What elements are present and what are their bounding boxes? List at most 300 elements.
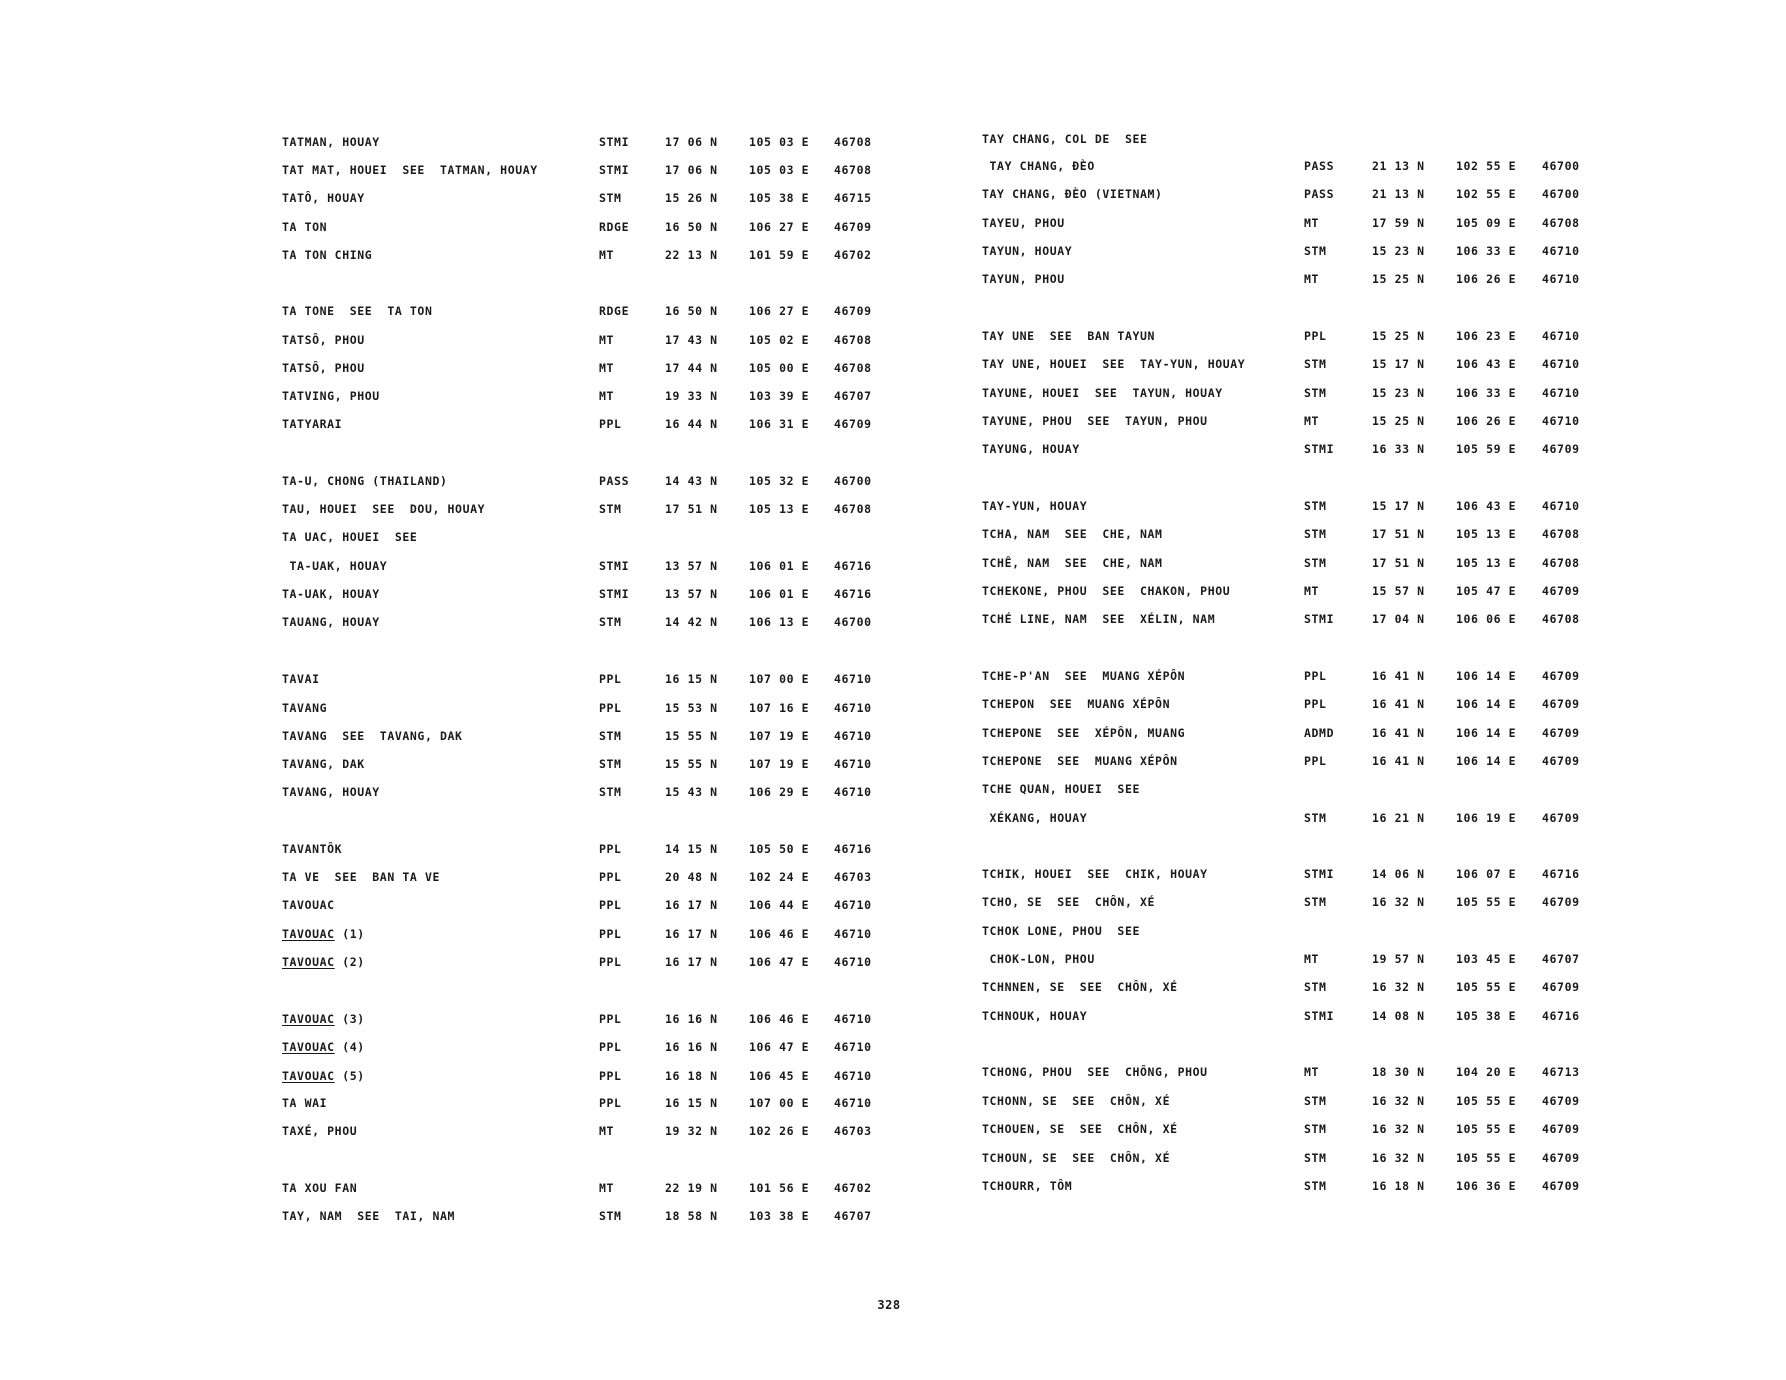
entry-name: TAY CHANG, ĐÈO — [982, 159, 1095, 173]
entry-longitude: 101 59 E — [749, 248, 810, 262]
entry-latitude: 15 25 N — [1372, 272, 1425, 286]
entry-feature-type: STMI — [1304, 1009, 1335, 1023]
entry-feature-type: STM — [1304, 980, 1327, 994]
entry-longitude: 103 39 E — [749, 389, 810, 403]
entry-map-sheet: 46709 — [1542, 1122, 1580, 1136]
entry-latitude: 21 13 N — [1372, 159, 1425, 173]
entry-longitude: 106 26 E — [1456, 272, 1517, 286]
entry-name: TAYUN, HOUAY — [982, 244, 1073, 258]
entry-feature-type: PASS — [599, 474, 630, 488]
entry-longitude: 107 19 E — [749, 757, 810, 771]
entry-feature-type: STM — [599, 191, 622, 205]
entry-name: TCHÊ, NAM SEE CHE, NAM — [982, 556, 1163, 570]
entry-longitude: 105 13 E — [1456, 556, 1517, 570]
entry-name: TCHNOUK, HOUAY — [982, 1009, 1088, 1023]
entry-name: TAYEU, PHOU — [982, 216, 1065, 230]
entry-longitude: 105 55 E — [1456, 980, 1517, 994]
entry-longitude: 106 07 E — [1456, 867, 1517, 881]
entry-longitude: 105 13 E — [749, 502, 810, 516]
entry-latitude: 15 57 N — [1372, 584, 1425, 598]
entry-longitude: 106 47 E — [749, 955, 810, 969]
entry-latitude: 20 48 N — [665, 870, 718, 884]
entry-map-sheet: 46709 — [834, 220, 872, 234]
entry-name: TCHÉ LINE, NAM SEE XÉLIN, NAM — [982, 612, 1216, 626]
entry-longitude: 105 55 E — [1456, 895, 1517, 909]
entry-latitude: 15 17 N — [1372, 357, 1425, 371]
entry-latitude: 22 19 N — [665, 1181, 718, 1195]
entry-name: TCHE QUAN, HOUEI SEE — [982, 782, 1140, 796]
entry-map-sheet: 46710 — [834, 672, 872, 686]
entry-feature-type: STM — [599, 1209, 622, 1223]
entry-longitude: 106 14 E — [1456, 697, 1517, 711]
entry-latitude: 16 16 N — [665, 1040, 718, 1054]
entry-latitude: 16 32 N — [1372, 1122, 1425, 1136]
entry-longitude: 107 19 E — [749, 729, 810, 743]
entry-longitude: 106 23 E — [1456, 329, 1517, 343]
entry-map-sheet: 46709 — [1542, 1094, 1580, 1108]
entry-latitude: 16 41 N — [1372, 697, 1425, 711]
entry-map-sheet: 46709 — [1542, 726, 1580, 740]
entry-map-sheet: 46708 — [1542, 216, 1580, 230]
entry-longitude: 106 26 E — [1456, 414, 1517, 428]
entry-map-sheet: 46709 — [1542, 1151, 1580, 1165]
entry-map-sheet: 46708 — [834, 135, 872, 149]
entry-name: TAY CHANG, COL DE SEE — [982, 132, 1148, 146]
entry-longitude: 106 27 E — [749, 304, 810, 318]
entry-name: TAYUNG, HOUAY — [982, 442, 1080, 456]
entry-latitude: 15 17 N — [1372, 499, 1425, 513]
entry-longitude: 105 55 E — [1456, 1151, 1517, 1165]
entry-feature-type: MT — [1304, 272, 1320, 286]
entry-feature-type: PPL — [1304, 669, 1327, 683]
entry-feature-type: PPL — [599, 842, 622, 856]
entry-name: TCHA, NAM SEE CHE, NAM — [982, 527, 1163, 541]
entry-feature-type: STM — [1304, 527, 1327, 541]
entry-latitude: 16 32 N — [1372, 895, 1425, 909]
entry-map-sheet: 46710 — [834, 757, 872, 771]
entry-latitude: 15 23 N — [1372, 386, 1425, 400]
entry-longitude: 105 55 E — [1456, 1122, 1517, 1136]
entry-feature-type: STMI — [1304, 867, 1335, 881]
entry-feature-type: MT — [599, 361, 615, 375]
entry-map-sheet: 46708 — [834, 163, 872, 177]
entry-name: TAVOUAC — [282, 898, 335, 912]
entry-name: TA XOU FAN — [282, 1181, 358, 1195]
entry-feature-type: PPL — [1304, 697, 1327, 711]
entry-feature-type: STM — [599, 785, 622, 799]
entry-name: TAVAI — [282, 672, 320, 686]
entry-map-sheet: 46710 — [1542, 414, 1580, 428]
entry-map-sheet: 46716 — [1542, 1009, 1580, 1023]
entry-name: TATSÔ, PHOU — [282, 333, 365, 347]
entry-feature-type: STM — [1304, 1094, 1327, 1108]
entry-feature-type: STM — [1304, 1122, 1327, 1136]
entry-feature-type: STM — [1304, 1151, 1327, 1165]
entry-latitude: 14 15 N — [665, 842, 718, 856]
entry-latitude: 16 17 N — [665, 927, 718, 941]
entry-feature-type: STMI — [1304, 442, 1335, 456]
entry-map-sheet: 46713 — [1542, 1065, 1580, 1079]
entry-name: TA TON CHING — [282, 248, 373, 262]
entry-feature-type: PPL — [1304, 329, 1327, 343]
entry-feature-type: STM — [599, 615, 622, 629]
entry-feature-type: MT — [599, 333, 615, 347]
entry-latitude: 17 59 N — [1372, 216, 1425, 230]
entry-feature-type: PASS — [1304, 159, 1335, 173]
entry-name: TAY UNE SEE BAN TAYUN — [982, 329, 1156, 343]
entry-name: TCHEKONE, PHOU SEE CHAKON, PHOU — [982, 584, 1231, 598]
entry-feature-type: MT — [1304, 414, 1320, 428]
entry-name: TA TON — [282, 220, 328, 234]
entry-latitude: 16 50 N — [665, 220, 718, 234]
entry-longitude: 105 47 E — [1456, 584, 1517, 598]
entry-name: TAVANG — [282, 701, 328, 715]
entry-latitude: 17 44 N — [665, 361, 718, 375]
entry-longitude: 106 36 E — [1456, 1179, 1517, 1193]
entry-name: TA-UAK, HOUAY — [282, 559, 388, 573]
entry-latitude: 17 43 N — [665, 333, 718, 347]
entry-map-sheet: 46710 — [834, 1040, 872, 1054]
entry-name: TAVANTÔK — [282, 842, 343, 856]
entry-name: TAVANG, DAK — [282, 757, 365, 771]
entry-longitude: 106 44 E — [749, 898, 810, 912]
entry-name: TAVOUAC (3) — [282, 1012, 365, 1026]
entry-map-sheet: 46700 — [834, 615, 872, 629]
entry-name: TCHEPON SEE MUANG XÉPÔN — [982, 697, 1171, 711]
entry-feature-type: STM — [1304, 895, 1327, 909]
entry-feature-type: MT — [599, 248, 615, 262]
entry-name: TAVANG SEE TAVANG, DAK — [282, 729, 463, 743]
entry-feature-type: PPL — [1304, 754, 1327, 768]
entry-name: XÉKANG, HOUAY — [982, 811, 1088, 825]
entry-latitude: 13 57 N — [665, 587, 718, 601]
entry-longitude: 107 00 E — [749, 672, 810, 686]
entry-latitude: 15 26 N — [665, 191, 718, 205]
entry-longitude: 107 16 E — [749, 701, 810, 715]
entry-latitude: 16 32 N — [1372, 1094, 1425, 1108]
entry-latitude: 16 44 N — [665, 417, 718, 431]
entry-name: TA WAI — [282, 1096, 328, 1110]
entry-feature-type: MT — [1304, 216, 1320, 230]
entry-longitude: 107 00 E — [749, 1096, 810, 1110]
entry-map-sheet: 46710 — [834, 1012, 872, 1026]
entry-feature-type: STMI — [599, 135, 630, 149]
entry-longitude: 106 45 E — [749, 1069, 810, 1083]
entry-name: TCHEPONE SEE MUANG XÉPÔN — [982, 754, 1178, 768]
entry-name: TA VE SEE BAN TA VE — [282, 870, 440, 884]
entry-name: TCHEPONE SEE XÉPÔN, MUANG — [982, 726, 1186, 740]
entry-latitude: 16 50 N — [665, 304, 718, 318]
entry-name: TAY, NAM SEE TAI, NAM — [282, 1209, 456, 1223]
entry-latitude: 16 41 N — [1372, 669, 1425, 683]
entry-feature-type: STM — [1304, 244, 1327, 258]
entry-map-sheet: 46709 — [1542, 669, 1580, 683]
entry-map-sheet: 46710 — [1542, 357, 1580, 371]
entry-latitude: 16 32 N — [1372, 1151, 1425, 1165]
entry-feature-type: MT — [599, 1124, 615, 1138]
entry-feature-type: STM — [1304, 556, 1327, 570]
entry-feature-type: STM — [599, 729, 622, 743]
entry-map-sheet: 46708 — [834, 502, 872, 516]
entry-longitude: 106 43 E — [1456, 499, 1517, 513]
entry-latitude: 19 57 N — [1372, 952, 1425, 966]
entry-map-sheet: 46710 — [834, 898, 872, 912]
entry-latitude: 16 32 N — [1372, 980, 1425, 994]
entry-name: TAT MAT, HOUEI SEE TATMAN, HOUAY — [282, 163, 538, 177]
entry-feature-type: STM — [1304, 386, 1327, 400]
entry-map-sheet: 46710 — [834, 701, 872, 715]
entry-name: TCHIK, HOUEI SEE CHIK, HOUAY — [982, 867, 1208, 881]
entry-name: TAVANG, HOUAY — [282, 785, 380, 799]
entry-longitude: 101 56 E — [749, 1181, 810, 1195]
entry-map-sheet: 46708 — [834, 333, 872, 347]
entry-feature-type: RDGE — [599, 220, 630, 234]
entry-latitude: 16 15 N — [665, 1096, 718, 1110]
entry-feature-type: ADMD — [1304, 726, 1335, 740]
entry-longitude: 106 33 E — [1456, 244, 1517, 258]
entry-longitude: 106 14 E — [1456, 726, 1517, 740]
entry-latitude: 14 08 N — [1372, 1009, 1425, 1023]
entry-longitude: 103 38 E — [749, 1209, 810, 1223]
entry-name: TAVOUAC (2) — [282, 955, 365, 969]
page-number: 328 — [877, 1298, 901, 1312]
entry-longitude: 105 50 E — [749, 842, 810, 856]
entry-map-sheet: 46700 — [1542, 187, 1580, 201]
entry-latitude: 14 43 N — [665, 474, 718, 488]
entry-longitude: 105 03 E — [749, 163, 810, 177]
entry-map-sheet: 46710 — [1542, 244, 1580, 258]
entry-latitude: 16 41 N — [1372, 726, 1425, 740]
entry-latitude: 15 25 N — [1372, 329, 1425, 343]
entry-map-sheet: 46708 — [1542, 527, 1580, 541]
entry-name: TA TONE SEE TA TON — [282, 304, 433, 318]
entry-longitude: 106 47 E — [749, 1040, 810, 1054]
entry-longitude: 103 45 E — [1456, 952, 1517, 966]
entry-longitude: 102 26 E — [749, 1124, 810, 1138]
entry-longitude: 105 32 E — [749, 474, 810, 488]
entry-longitude: 106 46 E — [749, 927, 810, 941]
entry-map-sheet: 46710 — [1542, 329, 1580, 343]
entry-map-sheet: 46709 — [1542, 442, 1580, 456]
entry-latitude: 16 41 N — [1372, 754, 1425, 768]
entry-longitude: 104 20 E — [1456, 1065, 1517, 1079]
entry-map-sheet: 46709 — [834, 304, 872, 318]
entry-longitude: 102 24 E — [749, 870, 810, 884]
entry-latitude: 15 53 N — [665, 701, 718, 715]
entry-feature-type: PPL — [599, 417, 622, 431]
entry-latitude: 16 21 N — [1372, 811, 1425, 825]
entry-feature-type: STMI — [599, 163, 630, 177]
entry-latitude: 16 17 N — [665, 898, 718, 912]
entry-name: TA-U, CHONG (THAILAND) — [282, 474, 448, 488]
entry-feature-type: PPL — [599, 1096, 622, 1110]
entry-name: TCHO, SE SEE CHÔN, XÉ — [982, 895, 1156, 909]
entry-map-sheet: 46703 — [834, 1124, 872, 1138]
entry-map-sheet: 46709 — [1542, 980, 1580, 994]
entry-map-sheet: 46716 — [834, 559, 872, 573]
entry-longitude: 106 43 E — [1456, 357, 1517, 371]
entry-feature-type: RDGE — [599, 304, 630, 318]
entry-name: TCHNNEN, SE SEE CHÔN, XÉ — [982, 980, 1178, 994]
entry-map-sheet: 46710 — [1542, 499, 1580, 513]
entry-map-sheet: 46709 — [1542, 1179, 1580, 1193]
entry-name: TATSÔ, PHOU — [282, 361, 365, 375]
entry-longitude: 106 33 E — [1456, 386, 1517, 400]
entry-latitude: 16 18 N — [1372, 1179, 1425, 1193]
entry-latitude: 21 13 N — [1372, 187, 1425, 201]
entry-latitude: 18 30 N — [1372, 1065, 1425, 1079]
entry-map-sheet: 46710 — [834, 955, 872, 969]
entry-longitude: 106 27 E — [749, 220, 810, 234]
entry-latitude: 17 06 N — [665, 135, 718, 149]
entry-feature-type: STM — [1304, 357, 1327, 371]
entry-longitude: 105 59 E — [1456, 442, 1517, 456]
entry-feature-type: MT — [1304, 1065, 1320, 1079]
entry-feature-type: STM — [599, 757, 622, 771]
entry-feature-type: PPL — [599, 1012, 622, 1026]
entry-map-sheet: 46716 — [834, 842, 872, 856]
entry-map-sheet: 46709 — [1542, 754, 1580, 768]
entry-latitude: 16 16 N — [665, 1012, 718, 1026]
entry-name: TCHONN, SE SEE CHÔN, XÉ — [982, 1094, 1171, 1108]
entry-feature-type: PPL — [599, 955, 622, 969]
entry-feature-type: PPL — [599, 927, 622, 941]
entry-longitude: 105 55 E — [1456, 1094, 1517, 1108]
entry-map-sheet: 46709 — [1542, 584, 1580, 598]
entry-name: TAVOUAC (4) — [282, 1040, 365, 1054]
entry-feature-type: PPL — [599, 672, 622, 686]
entry-map-sheet: 46709 — [1542, 895, 1580, 909]
entry-feature-type: STMI — [599, 587, 630, 601]
entry-name: TATVING, PHOU — [282, 389, 380, 403]
entry-map-sheet: 46703 — [834, 870, 872, 884]
entry-name: TAVOUAC (1) — [282, 927, 365, 941]
entry-feature-type: STM — [599, 502, 622, 516]
entry-map-sheet: 46708 — [1542, 556, 1580, 570]
entry-latitude: 19 33 N — [665, 389, 718, 403]
entry-map-sheet: 46708 — [834, 361, 872, 375]
entry-latitude: 16 17 N — [665, 955, 718, 969]
entry-name: TCHE-P'AN SEE MUANG XÉPÔN — [982, 669, 1186, 683]
entry-name: TAU, HOUEI SEE DOU, HOUAY — [282, 502, 486, 516]
entry-feature-type: PPL — [599, 1069, 622, 1083]
entry-name: TAVOUAC (5) — [282, 1069, 365, 1083]
entry-map-sheet: 46710 — [834, 927, 872, 941]
entry-map-sheet: 46707 — [834, 389, 872, 403]
entry-name: TATYARAI — [282, 417, 343, 431]
entry-name: TAY CHANG, ĐÈO (VIETNAM) — [982, 187, 1163, 201]
entry-latitude: 15 55 N — [665, 757, 718, 771]
entry-map-sheet: 46716 — [834, 587, 872, 601]
entry-longitude: 105 38 E — [749, 191, 810, 205]
entry-name: TCHOK LONE, PHOU SEE — [982, 924, 1140, 938]
entry-map-sheet: 46715 — [834, 191, 872, 205]
entry-map-sheet: 46709 — [1542, 811, 1580, 825]
entry-name: TAY UNE, HOUEI SEE TAY-YUN, HOUAY — [982, 357, 1246, 371]
entry-name: TATMAN, HOUAY — [282, 135, 380, 149]
entry-longitude: 102 55 E — [1456, 187, 1517, 201]
entry-latitude: 15 55 N — [665, 729, 718, 743]
entry-name: TA-UAK, HOUAY — [282, 587, 380, 601]
entry-longitude: 106 14 E — [1456, 669, 1517, 683]
entry-feature-type: PPL — [599, 1040, 622, 1054]
entry-map-sheet: 46702 — [834, 1181, 872, 1195]
entry-longitude: 102 55 E — [1456, 159, 1517, 173]
entry-feature-type: PASS — [1304, 187, 1335, 201]
entry-map-sheet: 46710 — [1542, 386, 1580, 400]
entry-longitude: 106 46 E — [749, 1012, 810, 1026]
entry-feature-type: STM — [1304, 1179, 1327, 1193]
entry-map-sheet: 46709 — [1542, 697, 1580, 711]
entry-latitude: 16 15 N — [665, 672, 718, 686]
entry-name: TAYUN, PHOU — [982, 272, 1065, 286]
entry-feature-type: PPL — [599, 870, 622, 884]
entry-name: TAYUNE, HOUEI SEE TAYUN, HOUAY — [982, 386, 1223, 400]
entry-feature-type: MT — [599, 1181, 615, 1195]
entry-feature-type: PPL — [599, 701, 622, 715]
entry-name: TATÔ, HOUAY — [282, 191, 365, 205]
entry-map-sheet: 46710 — [834, 729, 872, 743]
entry-map-sheet: 46710 — [834, 785, 872, 799]
entry-longitude: 106 31 E — [749, 417, 810, 431]
entry-longitude: 105 09 E — [1456, 216, 1517, 230]
entry-longitude: 105 00 E — [749, 361, 810, 375]
entry-map-sheet: 46702 — [834, 248, 872, 262]
entry-latitude: 18 58 N — [665, 1209, 718, 1223]
entry-map-sheet: 46707 — [1542, 952, 1580, 966]
entry-longitude: 106 14 E — [1456, 754, 1517, 768]
entry-latitude: 16 33 N — [1372, 442, 1425, 456]
entry-latitude: 19 32 N — [665, 1124, 718, 1138]
entry-map-sheet: 46710 — [834, 1096, 872, 1110]
entry-name: TAUANG, HOUAY — [282, 615, 380, 629]
entry-latitude: 15 23 N — [1372, 244, 1425, 258]
entry-feature-type: MT — [1304, 952, 1320, 966]
entry-latitude: 14 06 N — [1372, 867, 1425, 881]
entry-name: TCHONG, PHOU SEE CHÔNG, PHOU — [982, 1065, 1208, 1079]
entry-latitude: 17 51 N — [665, 502, 718, 516]
entry-longitude: 105 38 E — [1456, 1009, 1517, 1023]
entry-latitude: 17 06 N — [665, 163, 718, 177]
entry-name: TCHOUN, SE SEE CHÔN, XÉ — [982, 1151, 1171, 1165]
entry-longitude: 106 06 E — [1456, 612, 1517, 626]
entry-latitude: 15 25 N — [1372, 414, 1425, 428]
entry-latitude: 17 51 N — [1372, 527, 1425, 541]
entry-name: TCHOURR, TÔM — [982, 1179, 1073, 1193]
entry-map-sheet: 46710 — [1542, 272, 1580, 286]
entry-longitude: 105 03 E — [749, 135, 810, 149]
entry-longitude: 105 02 E — [749, 333, 810, 347]
entry-longitude: 106 19 E — [1456, 811, 1517, 825]
entry-latitude: 13 57 N — [665, 559, 718, 573]
entry-latitude: 14 42 N — [665, 615, 718, 629]
entry-longitude: 105 13 E — [1456, 527, 1517, 541]
entry-map-sheet: 46708 — [1542, 612, 1580, 626]
entry-longitude: 106 29 E — [749, 785, 810, 799]
entry-name: TAY-YUN, HOUAY — [982, 499, 1088, 513]
entry-latitude: 17 04 N — [1372, 612, 1425, 626]
entry-map-sheet: 46716 — [1542, 867, 1580, 881]
entry-longitude: 106 01 E — [749, 587, 810, 601]
entry-map-sheet: 46710 — [834, 1069, 872, 1083]
entry-name: TCHOUEN, SE SEE CHÔN, XÉ — [982, 1122, 1178, 1136]
entry-latitude: 22 13 N — [665, 248, 718, 262]
entry-map-sheet: 46709 — [834, 417, 872, 431]
entry-feature-type: STM — [1304, 811, 1327, 825]
entry-map-sheet: 46707 — [834, 1209, 872, 1223]
entry-feature-type: MT — [1304, 584, 1320, 598]
entry-feature-type: STMI — [599, 559, 630, 573]
